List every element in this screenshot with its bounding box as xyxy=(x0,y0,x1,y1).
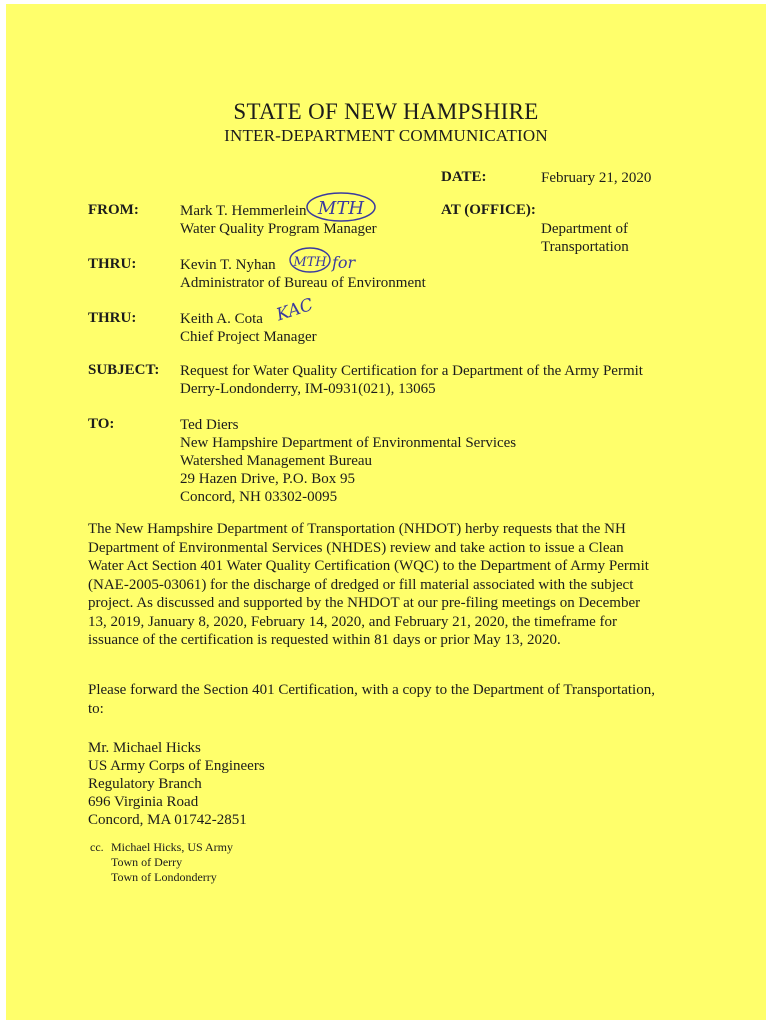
to-label: TO: xyxy=(88,416,115,432)
to-line: Ted Diers xyxy=(180,417,239,433)
memo-subtitle: INTER-DEPARTMENT COMMUNICATION xyxy=(224,126,548,145)
signature-icon xyxy=(304,190,378,224)
body-paragraph-2: Please forward the Section 401 Certification, with a copy to the Department of Transportation, to: xyxy=(88,682,655,717)
thru1-label: THRU: xyxy=(88,256,137,272)
from-initials-signature xyxy=(304,190,378,229)
recipient-line: Mr. Michael Hicks xyxy=(88,740,201,756)
svg-text:for: for xyxy=(332,253,356,272)
recipient-line: 696 Virginia Road xyxy=(88,794,199,810)
thru2-name: Keith A. Cota xyxy=(180,311,263,327)
from-title: Water Quality Program Manager xyxy=(180,221,377,237)
thru2-label: THRU: xyxy=(88,310,137,326)
thru1-name: Kevin T. Nyhan xyxy=(180,257,276,273)
thru2-title: Chief Project Manager xyxy=(180,329,317,345)
to-line: New Hampshire Department of Environmental Services xyxy=(180,435,517,451)
body-paragraph-1: The New Hampshire Department of Transportation (NHDOT) herby requests that the NH Department of Environmental Services (NHDES) review and take action to issue a Clean Water Act Section 401 Water Quality Certification (WQC) to the Department of Army Permit (NAE-2005-03061) for the discharge of dredged or fill material associated with the subject project. As discussed and supported by the NHDOT at our pre-filing meetings on December 13, 2019, January 8, 2020, February 14, 2020, and February 21, 2020, the timeframe for issuance of the certification is requested within 81 days or prior May 13, 2020. xyxy=(88,521,649,648)
date-value: February 21, 2020 xyxy=(541,170,652,186)
subject-line1: Request for Water Quality Certification for a Department of the Army Permit xyxy=(180,363,643,379)
at-office-line2: Transportation xyxy=(541,239,629,255)
date-label: DATE: xyxy=(441,169,487,185)
recipient-line: Concord, MA 01742-2851 xyxy=(88,812,247,828)
recipient-line: US Army Corps of Engineers xyxy=(88,758,265,774)
memo-page xyxy=(6,4,766,1020)
to-line: 29 Hazen Drive, P.O. Box 95 xyxy=(180,471,355,487)
svg-text:MTH: MTH xyxy=(293,255,327,270)
at-office-label: AT (OFFICE): xyxy=(441,202,536,218)
signature-icon xyxy=(288,244,378,276)
thru1-initials-signature xyxy=(288,244,378,281)
cc-line: Town of Derry xyxy=(111,855,183,869)
at-office-line1: Department of xyxy=(541,221,629,237)
svg-text:KAC: KAC xyxy=(274,294,316,326)
cc-prefix: cc. xyxy=(90,840,104,854)
cc-line: Michael Hicks, US Army xyxy=(111,840,233,854)
svg-text:MTH: MTH xyxy=(317,198,365,219)
thru2-initials-signature xyxy=(272,294,322,329)
subject-label: SUBJECT: xyxy=(88,362,160,378)
cc-line: Town of Londonderry xyxy=(111,870,217,884)
from-name: Mark T. Hemmerlein xyxy=(180,203,307,219)
to-line: Watershed Management Bureau xyxy=(180,453,373,469)
to-line: Concord, NH 03302-0095 xyxy=(180,489,338,505)
recipient-line: Regulatory Branch xyxy=(88,776,202,792)
memo-title: STATE OF NEW HAMPSHIRE xyxy=(233,99,539,124)
subject-line2: Derry-Londonderry, IM-0931(021), 13065 xyxy=(180,381,436,397)
from-label: FROM: xyxy=(88,202,139,218)
thru1-title: Administrator of Bureau of Environment xyxy=(180,275,426,291)
signature-icon xyxy=(272,294,322,324)
